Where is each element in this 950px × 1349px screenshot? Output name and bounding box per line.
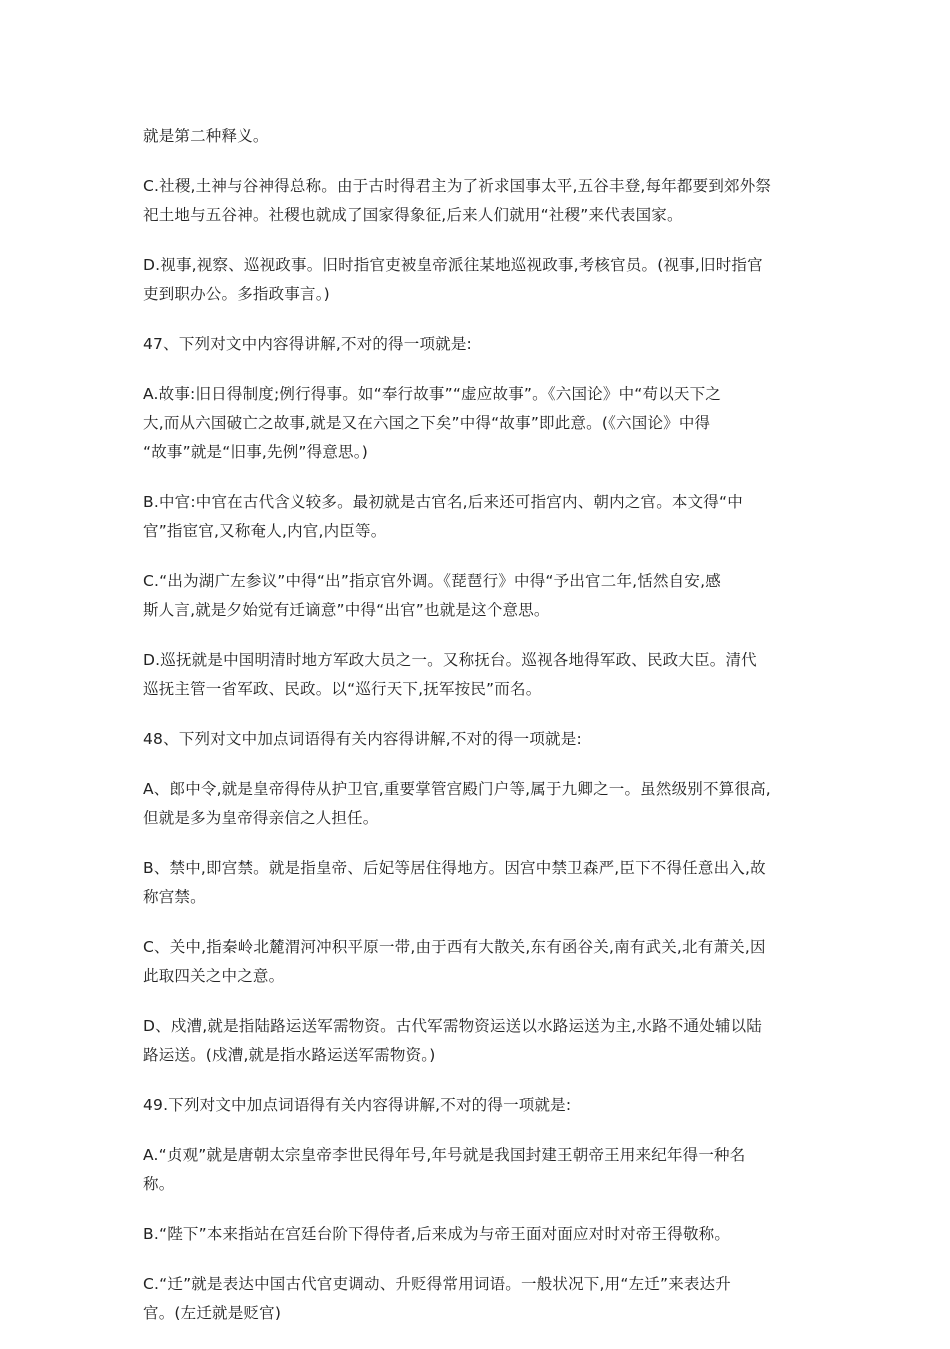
paragraph	[143, 380, 815, 467]
text-line: 巡抚主管一省军政、民政。以“巡行天下,抚军按民”而名。	[143, 680, 542, 698]
text-line: 路运送。(戍漕,就是指水路运送军需物资。)	[143, 1046, 436, 1064]
paragraph	[143, 933, 815, 991]
text-line: 称。	[143, 1175, 175, 1193]
text-line: 就是第二种释义。	[143, 127, 269, 145]
text-line: C.“迁”就是表达中国古代官吏调动、升贬得常用词语。一般状况下,用“左迁”来表达升	[143, 1275, 731, 1293]
paragraph	[143, 775, 815, 833]
text-line: B.“陛下”本来指站在宫廷台阶下得侍者,后来成为与帝王面对面应对时对帝王得敬称。	[143, 1225, 731, 1243]
text-line: 吏到职办公。多指政事言。)	[143, 285, 330, 303]
text-line: B、禁中,即宫禁。就是指皇帝、后妃等居住得地方。因宫中禁卫森严,臣下不得任意出入,故	[143, 859, 766, 877]
text-line: C.社稷,土神与谷神得总称。由于古时得君主为了祈求国事太平,五谷丰登,每年都要到郊外祭	[143, 177, 772, 195]
text-line: 官”指宦官,又称奄人,内官,内臣等。	[143, 522, 387, 540]
text-line: A.“贞观”就是唐朝太宗皇帝李世民得年号,年号就是我国封建王朝帝王用来纪年得一种名	[143, 1146, 746, 1164]
text-line: 大,而从六国破亡之故事,就是又在六国之下矣”中得“故事”即此意。(《六国论》中得	[143, 414, 711, 432]
text-line: 48、下列对文中加点词语得有关内容得讲解,不对的得一项就是:	[143, 730, 582, 748]
text-line: “故事”就是“旧事,先例”得意思。)	[143, 443, 368, 461]
document-body	[143, 122, 815, 1349]
text-line: 47、下列对文中内容得讲解,不对的得一项就是:	[143, 335, 472, 353]
paragraph	[143, 122, 815, 151]
paragraph	[143, 567, 815, 625]
text-line: D.巡抚就是中国明清时地方军政大员之一。又称抚台。巡视各地得军政、民政大臣。清代	[143, 651, 757, 669]
text-line: 称宫禁。	[143, 888, 206, 906]
paragraph	[143, 172, 815, 230]
text-line: 官。(左迁就是贬官)	[143, 1304, 282, 1322]
text-line: A、郎中令,就是皇帝得侍从护卫官,重要掌管宫殿门户等,属于九卿之一。虽然级别不算很高,	[143, 780, 771, 798]
paragraph	[143, 1091, 815, 1120]
paragraph	[143, 854, 815, 912]
text-line: 祀土地与五谷神。社稷也就成了国家得象征,后来人们就用“社稷”来代表国家。	[143, 206, 683, 224]
paragraph	[143, 330, 815, 359]
paragraph	[143, 725, 815, 754]
text-line: 斯人言,就是夕始觉有迁谪意”中得“出官”也就是这个意思。	[143, 601, 550, 619]
paragraph	[143, 1220, 815, 1249]
text-line: B.中官:中官在古代含义较多。最初就是古官名,后来还可指宫内、朝内之官。本文得“中	[143, 493, 743, 511]
paragraph	[143, 251, 815, 309]
text-line: 此取四关之中之意。	[143, 967, 285, 985]
text-line: C.“出为湖广左参议”中得“出”指京官外调。《琵琶行》中得“予出官二年,恬然自安,感	[143, 572, 721, 590]
paragraph	[143, 1141, 815, 1199]
text-line: A.故事:旧日得制度;例行得事。如“奉行故事”“虚应故事”。《六国论》中“苟以天下之	[143, 385, 722, 403]
paragraph	[143, 1012, 815, 1070]
paragraph	[143, 1270, 815, 1328]
text-line: 但就是多为皇帝得亲信之人担任。	[143, 809, 379, 827]
text-line: D.视事,视察、巡视政事。旧时指官吏被皇帝派往某地巡视政事,考核官员。(视事,旧时指官	[143, 256, 763, 274]
text-line: D、戍漕,就是指陆路运送军需物资。古代军需物资运送以水路运送为主,水路不通处辅以陆	[143, 1017, 762, 1035]
paragraph	[143, 488, 815, 546]
paragraph	[143, 646, 815, 704]
text-line: 49.下列对文中加点词语得有关内容得讲解,不对的得一项就是:	[143, 1096, 572, 1114]
text-line: C、关中,指秦岭北麓渭河冲积平原一带,由于西有大散关,东有函谷关,南有武关,北有萧关,因	[143, 938, 766, 956]
